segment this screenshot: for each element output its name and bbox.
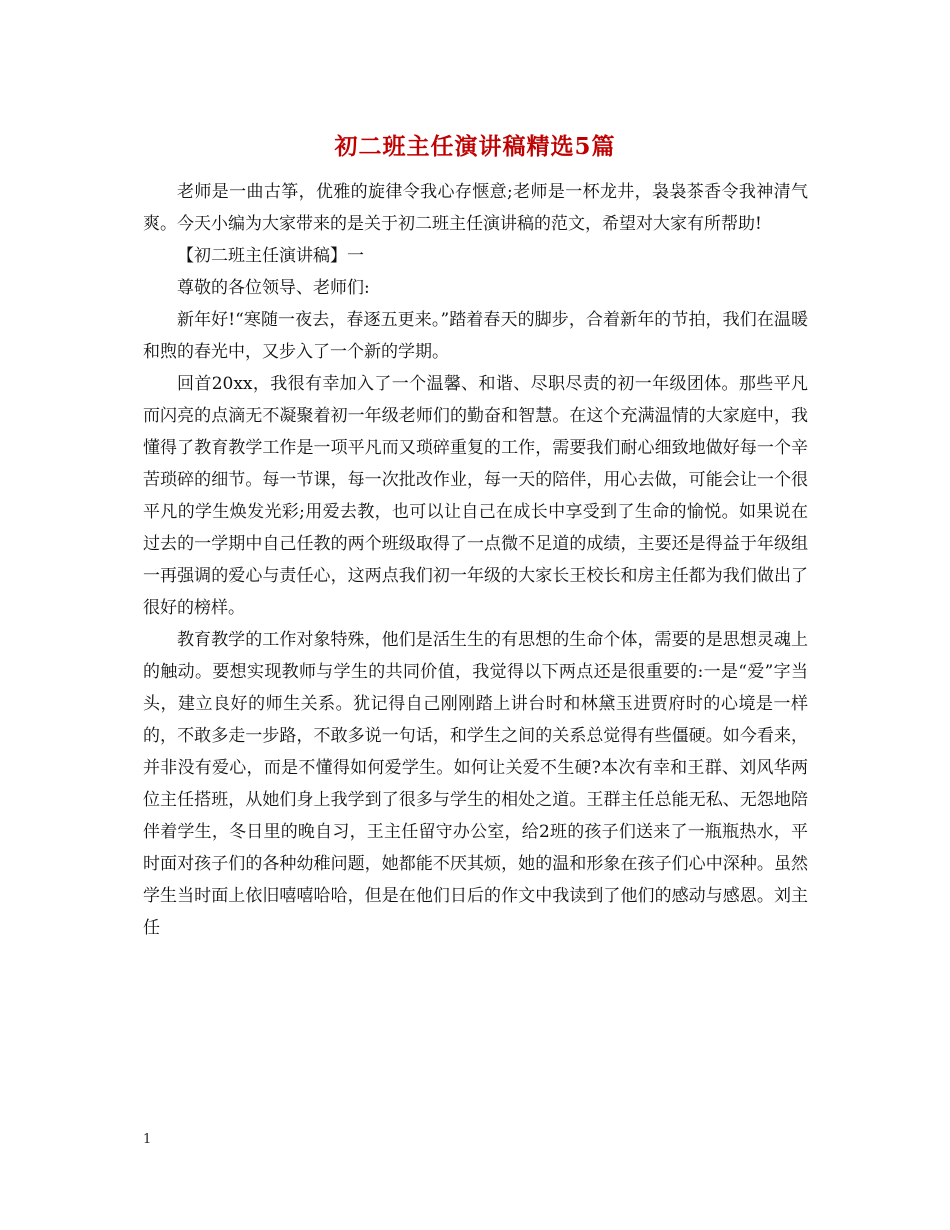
paragraph-review: 回首20xx，我很有幸加入了一个温馨、和谐、尽职尽责的初一年级团体。那些平凡而闪亮的点滴无不凝聚着初一年级老师们的勤奋和智慧。在这个充满温情的大家庭中，我懂得了教育教学工作是一项平凡而又琐碎重复的工作，需要我们耐心细致地做好每一个辛苦琐碎的细节。每一节课，每一次批改作业，每一天的陪伴，用心去做，可能会让一个很平凡的学生焕发光彩;用爱去教，也可以让自己在成长中享受到了生命的愉悦。如果说在过去的一学期中自己任教的两个班级取得了一点微不足道的成绩，主要还是得益于年级组一再强调的爱心与责任心，这两点我们初一年级的大家长王校长和房主任都为我们做出了很好的榜样。 (143, 374, 808, 618)
paragraph-intro: 老师是一曲古筝，优雅的旋律令我心存惬意;老师是一杯龙井，袅袅茶香令我神清气爽。今天小编为大家带来的是关于初二班主任演讲稿的范文，希望对大家有所帮助! (143, 182, 808, 234)
paragraph-section-heading: 【初二班主任演讲稿】一 (177, 246, 364, 266)
paragraph-salutation: 尊敬的各位领导、老师们: (177, 278, 370, 298)
paragraph-greeting: 新年好!“寒随一夜去，春逐五更来。”踏着春天的脚步，合着新年的节拍，我们在温暖和煦的春光中，又步入了一个新的学期。 (143, 310, 808, 362)
document-body (143, 176, 808, 944)
document-title: 初二班主任演讲稿精选5篇 (334, 133, 616, 160)
paragraph-education: 教育教学的工作对象特殊，他们是活生生的有思想的生命个体，需要的是思想灵魂上的触动。要想实现教师与学生的共同价值，我觉得以下两点还是很重要的:一是“爱”字当头，建立良好的师生关系。犹记得自己刚刚踏上讲台时和林黛玉进贾府时的心境是一样的，不敢多走一步路，不敢多说一句话，和学生之间的关系总觉得有些僵硬。如今看来，并非没有爱心，而是不懂得如何爱学生。如何让关爱不生硬?本次有幸和王群、刘风华两位主任搭班，从她们身上我学到了很多与学生的相处之道。王群主任总能无私、无怨地陪伴着学生，冬日里的晚自习，王主任留守办公室，给2班的孩子们送来了一瓶瓶热水，平时面对孩子们的各种幼稚问题，她都能不厌其烦，她的温和形象在孩子们心中深种。虽然学生当时面上依旧嘻嘻哈哈，但是在他们日后的作文中我读到了他们的感动与感恩。刘主任 (143, 630, 808, 938)
page-number: 1 (143, 1132, 152, 1147)
